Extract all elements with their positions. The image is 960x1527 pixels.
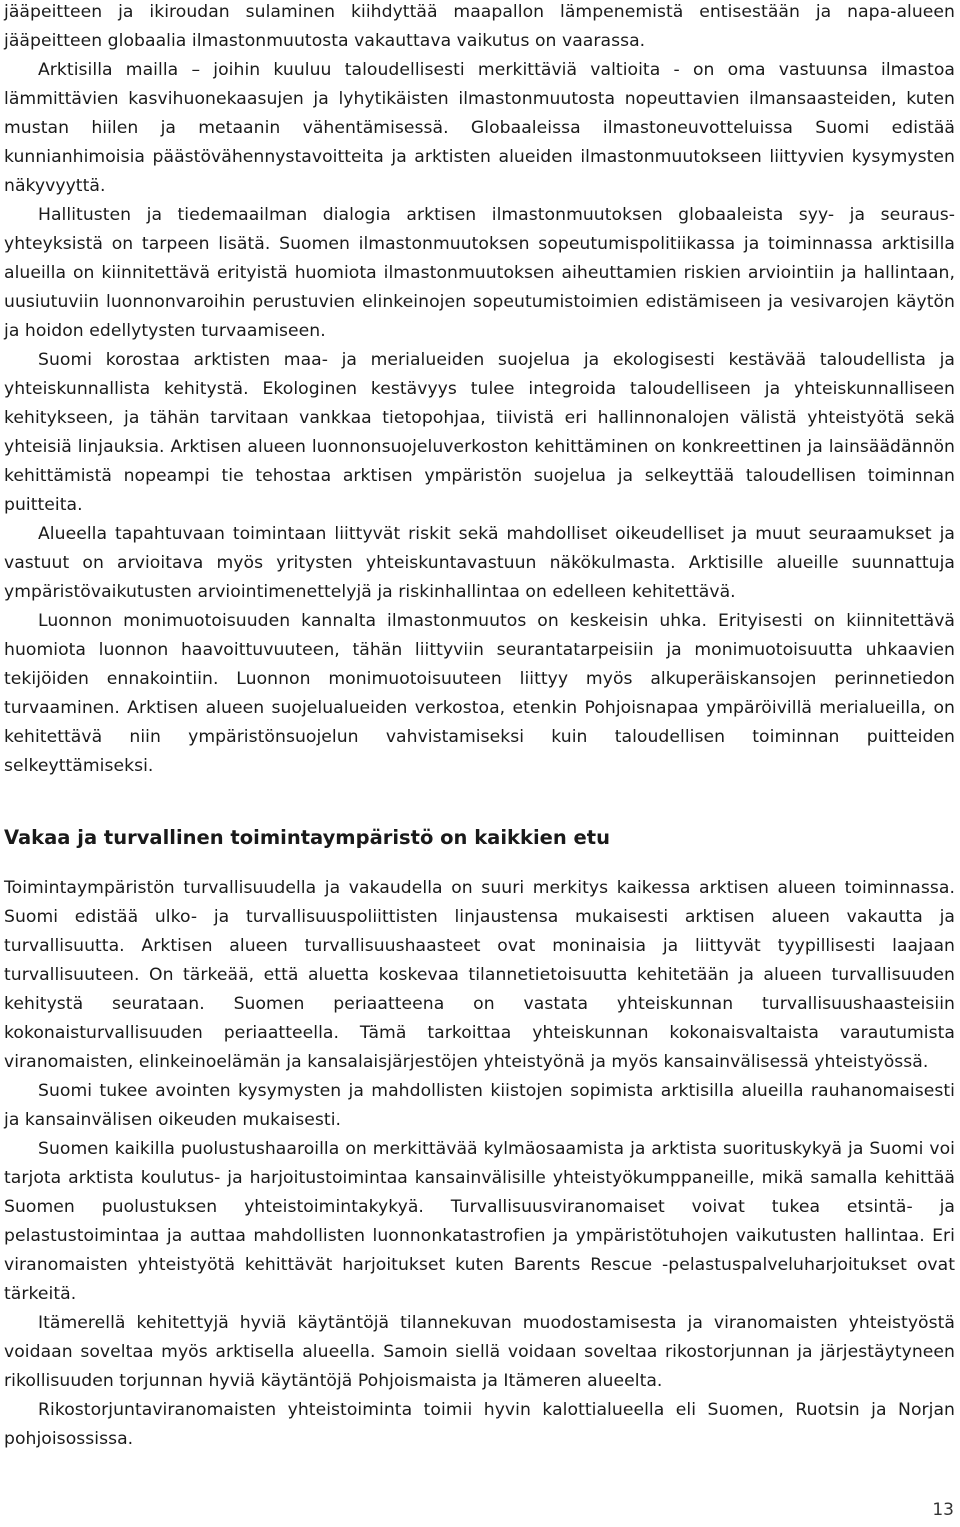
paragraph: Luonnon monimuotoisuuden kannalta ilmastonmuutos on keskeisin uhka. Erityisesti on kiinnitettävä huomiota luonnon haavoittuvuuteen, tähän liittyviin seurantatarpeisiin ja monimuotoisuutta uhkaavien tekijöiden ennakointiin. Luonnon monimuotoisuuteen liittyy myös alkuperäiskansojen perinnetiedon turvaaminen. Arktisen alueen suojelualueiden verkostoa, etenkin Pohjoisnapaa ympäröivillä merialueilla, on kehitettävä niin ympäristönsuojelun vahvistamiseksi kuin taloudellisen toiminnan puitteiden selkeyttämiseksi. <box>4 611 955 776</box>
paragraph: Arktisilla mailla – joihin kuuluu taloudellisesti merkittäviä valtioita - on oma vastuunsa ilmastoa lämmittävien kasvihuonekaasujen ja lyhytikäisten ilmastonmuutosta nopeuttavien ilmansaasteiden, kuten mustan hiilen ja metaanin vähentämisessä. Globaaleissa ilmastoneuvotteluissa Suomi edistää kunnianhimoisia päästövähennystavoitteita ja arktisten alueiden ilmastonmuutokseen liittyvien kysymysten näkyvyyttä. <box>4 60 955 196</box>
page-number: 13 <box>932 1500 954 1520</box>
section-heading: Vakaa ja turvallinen toimintaympäristö on kaikkien etu <box>4 826 610 849</box>
paragraph: Itämerellä kehitettyjä hyviä käytäntöjä tilannekuvan muodostamisesta ja viranomaisten yhteistyöstä voidaan soveltaa myös arktisella alueella. Samoin siellä voidaan soveltaa rikostorjunnan ja järjestäytyneen rikollisuuden torjunnan hyviä käytäntöjä Pohjoismaista ja Itämeren alueelta. <box>4 1313 955 1391</box>
paragraph: Suomi korostaa arktisten maa- ja merialueiden suojelua ja ekologisesti kestävää taloudellista ja yhteiskunnallista kehitystä. Ekologinen kestävyys tulee integroida taloudelliseen ja yhteiskunnalliseen kehitykseen, ja tähän tarvitaan vankkaa tietopohjaa, tiivistä eri hallinnonalojen välistä yhteistyötä sekä yhteisiä linjauksia. Arktisen alueen luonnonsuojeluverkoston kehittäminen on konkreettinen ja lainsäädännön kehittämistä nopeampi tie tehostaa arktisen ympäristön suojelua ja selkeyttää taloudellisen toiminnan puitteita. <box>4 350 955 515</box>
paragraph: Suomi tukee avointen kysymysten ja mahdollisten kiistojen sopimista arktisilla alueilla rauhanomaisesti ja kansainvälisen oikeuden mukaisesti. <box>4 1081 955 1130</box>
body-text-section-2 <box>4 874 955 1454</box>
paragraph: Alueella tapahtuvaan toimintaan liittyvät riskit sekä mahdolliset oikeudelliset ja muut seuraamukset ja vastuut on arvioitava myös yritysten yhteiskuntavastuun näkökulmasta. Arktisille alueille suunnattuja ympäristövaikutusten arviointimenettelyjä ja riskinhallintaa on edelleen kehitettävä. <box>4 524 955 602</box>
paragraph: Suomen kaikilla puolustushaaroilla on merkittävää kylmäosaamista ja arktista suorituskykyä ja Suomi voi tarjota arktista koulutus- ja harjoitustoimintaa kansainvälisille yhteistyökumppaneille, mikä samalla kehittää Suomen puolustuksen yhteistoimintakykyä. Turvallisuusviranomaiset voivat tukea etsintä- ja pelastustoimintaa ja auttaa mahdollisten luonnonkatastrofien ja ympäristötuhojen vaikutusten hallintaa. Eri viranomaisten yhteistyötä kehittävät harjoitukset kuten Barents Rescue -pelastuspalveluharjoitukset ovat tärkeitä. <box>4 1139 955 1304</box>
body-text-section-1 <box>4 0 955 781</box>
paragraph: Toimintaympäristön turvallisuudella ja vakaudella on suuri merkitys kaikessa arktisen alueen toiminnassa. Suomi edistää ulko- ja turvallisuuspoliittisten linjaustensa mukaisesti arktisen alueen vakautta ja turvallisuutta. Arktisen alueen turvallisuushaasteet ovat moninaisia ja liittyvät tyypillisesti laajaan turvallisuuteen. On tärkeää, että aluetta koskevaa tilannetietoisuutta kehitetään ja alueen turvallisuuden kehitystä seurataan. Suomen periaatteena on vastata yhteiskunnan turvallisuushaasteisiin kokonaisturvallisuuden periaatteella. Tämä tarkoittaa yhteiskunnan kokonaisvaltaista varautumista viranomaisten, elinkeinoelämän ja kansalaisjärjestöjen yhteistyönä ja myös kansainvälisessä yhteistyössä. <box>4 878 955 1072</box>
paragraph: jääpeitteen ja ikiroudan sulaminen kiihdyttää maapallon lämpenemistä entisestään ja napa-alueen jääpeitteen globaalia ilmastonmuutosta vakauttava vaikutus on vaarassa. <box>4 2 955 51</box>
paragraph: Hallitusten ja tiedemaailman dialogia arktisen ilmastonmuutoksen globaaleista syy- ja seurausyhteyksistä on tarpeen lisätä. Suomen ilmastonmuutoksen sopeutumispolitiikassa ja toiminnassa arktisilla alueilla on kiinnitettävä erityistä huomiota ilmastonmuutoksen aiheuttamien riskien arviointiin ja hallintaan, uusiutuviin luonnonvaroihin perustuvien elinkeinojen sopeutumistoimien edistämiseen ja vesivarojen käytön ja hoidon edellytysten turvaamiseen. <box>4 205 955 341</box>
paragraph: Rikostorjuntaviranomaisten yhteistoiminta toimii hyvin kalottialueella eli Suomen, Ruotsin ja Norjan pohjoisossissa. <box>4 1400 955 1449</box>
